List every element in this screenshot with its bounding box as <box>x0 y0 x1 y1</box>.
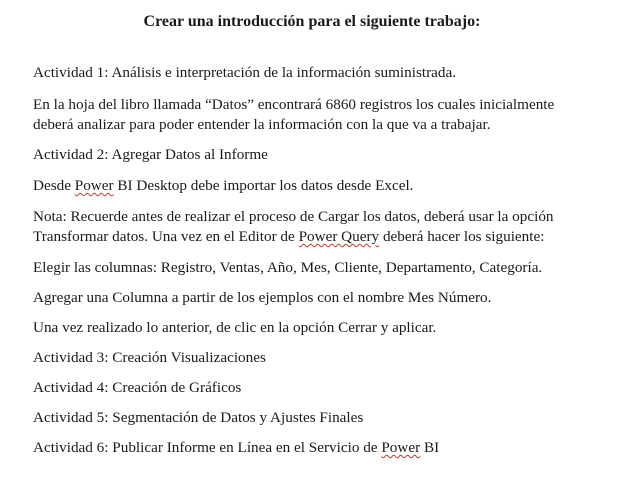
paragraph-line <box>33 227 603 246</box>
text-run: deberá hacer los siguiente: <box>379 228 545 245</box>
paragraph-line: En la hoja del libro llamada “Datos” encontrará 6860 registros los cuales inicialmente <box>33 96 555 113</box>
spellcheck-word: Power <box>381 439 421 456</box>
paragraph-line: deberá analizar para poder entender la información con la que va a trabajar. <box>33 116 491 133</box>
text-run: Actividad 6: Publicar Informe en Línea en el Servicio de <box>33 439 382 456</box>
paragraph-activity-6 <box>33 438 603 457</box>
paragraph-close-apply: Una vez realizado lo anterior, de clic en la opción Cerrar y aplicar. <box>33 319 437 336</box>
text-run: Transformar datos. Una vez en el Editor de <box>33 228 299 245</box>
paragraph-activity-3: Actividad 3: Creación Visualizaciones <box>33 349 266 366</box>
paragraph-activity-5: Actividad 5: Segmentación de Datos y Ajustes Finales <box>33 409 364 426</box>
paragraph-line: Nota: Recuerde antes de realizar el proceso de Cargar los datos, deberá usar la opción <box>33 208 554 225</box>
paragraph-add-column: Agregar una Columna a partir de los ejemplos con el nombre Mes Número. <box>33 289 492 306</box>
text-run: BI <box>420 439 440 456</box>
text-run: BI Desktop debe importar los datos desde Excel. <box>113 177 414 194</box>
text-run: Desde <box>33 177 75 194</box>
document-title: Crear una introducción para el siguiente trabajo: <box>143 13 481 30</box>
paragraph-choose-columns: Elegir las columnas: Registro, Ventas, Año, Mes, Cliente, Departamento, Categoría. <box>33 259 543 276</box>
spellcheck-word: Power <box>74 177 114 194</box>
paragraph-activity-1: Actividad 1: Análisis e interpretación de la información suministrada. <box>33 64 457 81</box>
paragraph-import-data <box>33 176 603 195</box>
paragraph-activity-2: Actividad 2: Agregar Datos al Informe <box>33 146 268 163</box>
paragraph-activity-4: Actividad 4: Creación de Gráficos <box>33 379 242 396</box>
spellcheck-word: Power Query <box>298 228 380 245</box>
